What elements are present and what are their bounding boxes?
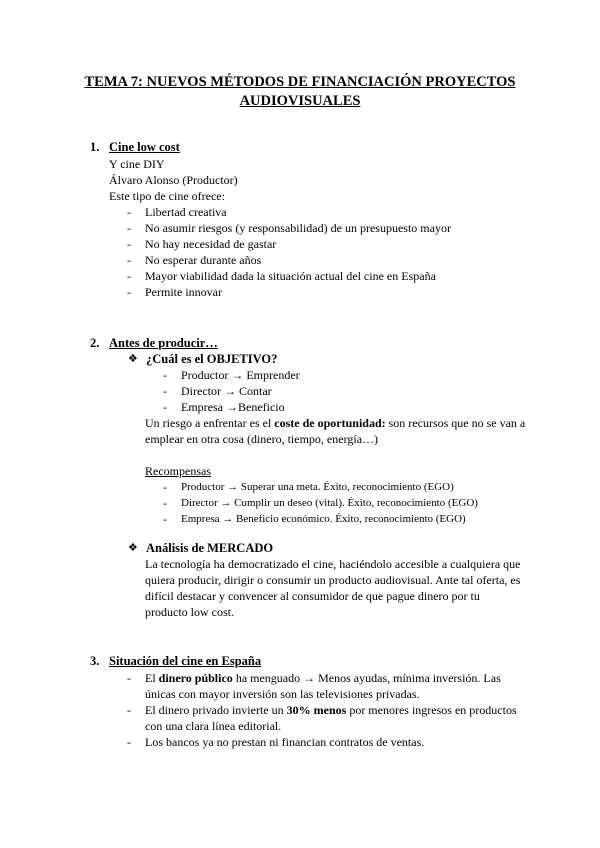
section-3-number: 3. [90, 654, 100, 668]
bullet-dash: - [127, 735, 131, 749]
list-item: Los bancos ya no prestan ni financian contratos de ventas. [145, 735, 425, 749]
section-2-heading: Antes de producir… [109, 336, 218, 350]
risk-paragraph-line-1 [145, 415, 525, 431]
bullet-dash: - [163, 512, 167, 526]
rewards-label: Recompensas [145, 464, 211, 478]
bullet-dash: - [163, 496, 167, 510]
market-paragraph-line: difícil destacar y convencer al consumidor de que pague dinero por tu [145, 589, 480, 603]
reward-item: Director → Cumplir un deseo (vital). Éxito, reconocimiento (EGO) [181, 497, 478, 509]
bullet-dash: - [127, 285, 131, 299]
risk-text-pre: Un riesgo a enfrentar es el [145, 416, 275, 430]
item-1-post: ha menguado → Menos ayudas, mínima inversión. Las [232, 671, 501, 685]
market-paragraph-line: quiera producir, dirigir o consumir un producto audiovisual. Ante tal oferta, es [145, 573, 521, 587]
list-item: Empresa →Beneficio [181, 400, 285, 414]
bullet-dash: - [127, 253, 131, 267]
reward-item: Empresa → Beneficio económico. Éxito, reconocimiento (EGO) [181, 513, 466, 525]
list-item: Libertad creativa [145, 205, 227, 219]
section-1-number: 1. [90, 140, 100, 154]
list-item: Mayor viabilidad dada la situación actual del cine en España [145, 269, 436, 283]
list-item: No esperar durante años [145, 253, 262, 267]
bullet-dash: - [127, 671, 131, 685]
list-item: Productor → Emprender [181, 368, 300, 382]
risk-paragraph-line-2: emplear en otra cosa (dinero, tiempo, energía…) [145, 432, 379, 446]
diamond-bullet-icon: ❖ [128, 542, 138, 554]
bullet-dash: - [127, 221, 131, 235]
risk-text-post: son recursos que no se van a [385, 416, 526, 430]
bullet-dash: - [127, 237, 131, 251]
list-item: Permite innovar [145, 285, 222, 299]
bullet-dash: - [163, 368, 167, 382]
reward-item: Productor → Superar una meta. Éxito, reconocimiento (EGO) [181, 481, 454, 493]
item-2-post: por menores ingresos en productos [346, 703, 517, 717]
section-1-line-1: Y cine DIY [109, 157, 165, 171]
section-3-heading: Situación del cine en España [109, 654, 262, 668]
risk-text-bold: coste de oportunidad: [274, 416, 386, 430]
title-line-2: AUDIOVISUALES [239, 93, 361, 109]
section-2-number: 2. [90, 336, 100, 350]
bullet-dash: - [163, 400, 167, 414]
bullet-dash: - [127, 703, 131, 717]
list-item-continuation: con una clara línea editorial. [145, 719, 282, 733]
bullet-dash: - [127, 269, 131, 283]
market-paragraph-line: producto low cost. [145, 605, 234, 619]
section-1-line-3: Este tipo de cine ofrece: [109, 189, 225, 203]
document-title [60, 73, 540, 111]
list-item-continuation: únicas con mayor inversión son las televisiones privadas. [145, 687, 420, 701]
item-2-bold: 30% menos [286, 703, 347, 717]
section-1-line-2: Álvaro Alonso (Productor) [109, 173, 238, 187]
list-item: No asumir riesgos (y responsabilidad) de un presupuesto mayor [145, 221, 451, 235]
list-item: Director → Contar [181, 384, 272, 398]
title-line-1: TEMA 7: NUEVOS MÉTODOS DE FINANCIACIÓN PROYECTOS [84, 74, 516, 90]
bullet-dash: - [163, 480, 167, 494]
item-1-pre: El [145, 671, 159, 685]
bullet-dash: - [127, 205, 131, 219]
section-1-heading: Cine low cost [109, 140, 180, 154]
diamond-bullet-icon: ❖ [128, 353, 138, 365]
list-item: No hay necesidad de gastar [145, 237, 277, 251]
item-2-pre: El dinero privado invierte un [145, 703, 287, 717]
market-paragraph-line: La tecnología ha democratizado el cine, haciéndolo accesible a cualquiera que [145, 557, 521, 571]
subheading-objetivo: ¿Cuál es el OBJETIVO? [146, 352, 278, 366]
list-item [145, 670, 501, 686]
bullet-dash: - [163, 384, 167, 398]
item-1-bold: dinero público [158, 671, 233, 685]
list-item [145, 702, 517, 718]
subheading-mercado: Análisis de MERCADO [146, 541, 274, 555]
